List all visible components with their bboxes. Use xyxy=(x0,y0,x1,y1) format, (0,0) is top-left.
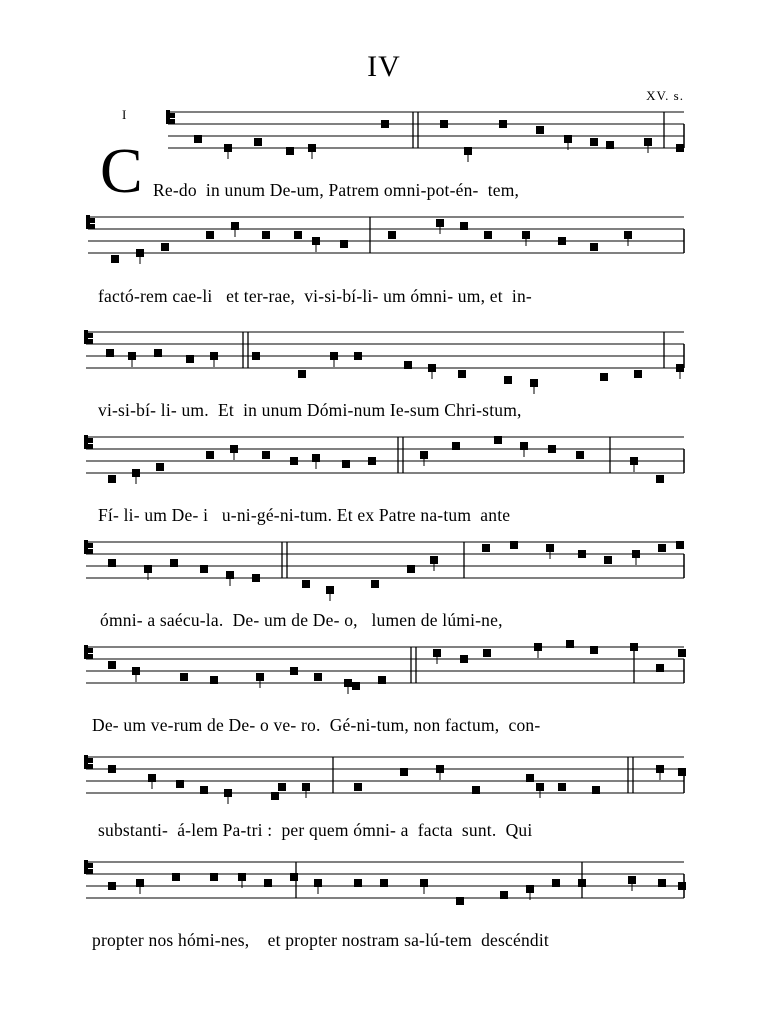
neume-note xyxy=(644,138,652,146)
c-clef-icon xyxy=(84,540,88,554)
neume-note xyxy=(286,147,294,155)
neume-note xyxy=(231,222,239,230)
neume-note xyxy=(404,361,412,369)
neume-note xyxy=(504,376,512,384)
neume-note xyxy=(546,544,554,552)
neume-note xyxy=(224,789,232,797)
neume-note xyxy=(628,876,636,884)
neume-note xyxy=(436,765,444,773)
neume-note xyxy=(344,679,352,687)
neume-note xyxy=(106,349,114,357)
neume-note xyxy=(526,885,534,893)
neume-note xyxy=(460,222,468,230)
neume-note xyxy=(186,355,194,363)
neume-note xyxy=(314,879,322,887)
neume-note xyxy=(256,673,264,681)
neume-note xyxy=(302,783,310,791)
neume-note xyxy=(656,475,664,483)
neume-note xyxy=(420,451,428,459)
neume-note xyxy=(510,541,518,549)
piece-title: IV xyxy=(367,50,401,83)
neume-note xyxy=(290,667,298,675)
neume-note xyxy=(312,237,320,245)
neume-note xyxy=(558,237,566,245)
neume-note xyxy=(536,783,544,791)
neume-note xyxy=(210,352,218,360)
neume-note xyxy=(656,664,664,672)
neume-note xyxy=(590,138,598,146)
staff-3 xyxy=(0,320,768,440)
neume-note xyxy=(161,243,169,251)
neume-note xyxy=(676,144,684,152)
clef-head xyxy=(90,218,95,223)
neume-note xyxy=(368,457,376,465)
neume-note xyxy=(371,580,379,588)
neume-note xyxy=(326,586,334,594)
neume-note xyxy=(172,873,180,881)
neume-note xyxy=(340,240,348,248)
clef-head xyxy=(170,113,175,118)
neume-note xyxy=(624,231,632,239)
neume-note xyxy=(354,352,362,360)
neume-note xyxy=(482,544,490,552)
lyric-line-8: propter nos hómi-nes, et propter nostram sa-lú-tem descéndit xyxy=(92,930,549,950)
neume-note xyxy=(440,120,448,128)
neume-note xyxy=(656,765,664,773)
neume-note xyxy=(578,550,586,558)
neume-note xyxy=(108,661,116,669)
clef-head xyxy=(170,119,175,124)
clef-head xyxy=(88,438,93,443)
neume-note xyxy=(210,873,218,881)
neume-note xyxy=(224,144,232,152)
neume-note xyxy=(676,541,684,549)
neume-note xyxy=(632,550,640,558)
neume-note xyxy=(452,442,460,450)
neume-note xyxy=(226,571,234,579)
initial-letter: C xyxy=(100,135,143,206)
c-clef-icon xyxy=(166,110,170,124)
clef-head xyxy=(88,863,93,868)
neume-note xyxy=(378,676,386,684)
neume-note xyxy=(294,231,302,239)
neume-note xyxy=(354,879,362,887)
neume-note xyxy=(658,544,666,552)
neume-note xyxy=(464,147,472,155)
neume-note xyxy=(206,231,214,239)
neume-note xyxy=(108,765,116,773)
c-clef-icon xyxy=(84,645,88,659)
neume-note xyxy=(252,574,260,582)
neume-note xyxy=(428,364,436,372)
neume-note xyxy=(238,873,246,881)
neume-note xyxy=(576,451,584,459)
neume-note xyxy=(290,457,298,465)
lyric-line-3: vi-si-bí- li- um. Et in unum Dómi-num Ie-sum Chri-stum, xyxy=(98,400,522,420)
mode-number: I xyxy=(122,107,127,122)
neume-note xyxy=(526,774,534,782)
neume-note xyxy=(420,879,428,887)
neume-note xyxy=(354,783,362,791)
neume-note xyxy=(458,370,466,378)
neume-note xyxy=(154,349,162,357)
neume-note xyxy=(342,460,350,468)
clef-head xyxy=(88,764,93,769)
neume-note xyxy=(132,469,140,477)
lyric-line-7: substanti- á-lem Pa-tri : per quem ómni- a facta sunt. Qui xyxy=(98,820,533,840)
neume-note xyxy=(552,879,560,887)
neume-note xyxy=(678,882,686,890)
neume-note xyxy=(381,120,389,128)
lyric-line-1: Re-do in unum De-um, Patrem omni-pot-én- tem, xyxy=(153,180,520,200)
neume-note xyxy=(658,879,666,887)
clef-head xyxy=(88,648,93,653)
neume-note xyxy=(499,120,507,128)
neume-note xyxy=(678,768,686,776)
neume-note xyxy=(604,556,612,564)
clef-head xyxy=(88,444,93,449)
neume-note xyxy=(302,580,310,588)
neume-note xyxy=(156,463,164,471)
neume-note xyxy=(380,879,388,887)
neume-note xyxy=(436,219,444,227)
neume-note xyxy=(298,370,306,378)
clef-head xyxy=(88,543,93,548)
lyric-line-2: factó-rem cae-li et ter-rae, vi-si-bí-li- um ómni- um, et in- xyxy=(98,286,532,306)
neume-note xyxy=(330,352,338,360)
neume-note xyxy=(264,879,272,887)
clef-head xyxy=(88,339,93,344)
neume-note xyxy=(262,231,270,239)
neume-note xyxy=(180,673,188,681)
neume-note xyxy=(252,352,260,360)
neume-note xyxy=(278,783,286,791)
neume-note xyxy=(312,454,320,462)
neume-note xyxy=(494,436,502,444)
neume-note xyxy=(430,556,438,564)
neume-note xyxy=(590,646,598,654)
staff-8 xyxy=(0,850,768,970)
clef-head xyxy=(88,758,93,763)
neume-note xyxy=(200,565,208,573)
c-clef-icon xyxy=(86,215,90,229)
neume-note xyxy=(558,783,566,791)
staff-7 xyxy=(0,745,768,865)
neume-note xyxy=(484,231,492,239)
neume-note xyxy=(210,676,218,684)
neume-note xyxy=(108,475,116,483)
lyric-line-4: Fí- li- um De- i u-ni-gé-ni-tum. Et ex Patre na-tum ante xyxy=(98,505,511,525)
neume-note xyxy=(170,559,178,567)
neume-note xyxy=(128,352,136,360)
neume-note xyxy=(634,370,642,378)
clef-head xyxy=(88,869,93,874)
neume-note xyxy=(111,255,119,263)
staff-2 xyxy=(0,205,768,325)
neume-note xyxy=(262,451,270,459)
neume-note xyxy=(148,774,156,782)
source-century: XV. s. xyxy=(646,88,684,103)
neume-note xyxy=(132,667,140,675)
clef-head xyxy=(88,654,93,659)
neume-note xyxy=(600,373,608,381)
neume-note xyxy=(592,786,600,794)
neume-note xyxy=(308,144,316,152)
neume-note xyxy=(460,655,468,663)
staff-6 xyxy=(0,635,768,755)
neume-note xyxy=(433,649,441,657)
c-clef-icon xyxy=(84,860,88,874)
neume-note xyxy=(206,451,214,459)
neume-note xyxy=(400,768,408,776)
c-clef-icon xyxy=(84,435,88,449)
neume-note xyxy=(630,457,638,465)
c-clef-icon xyxy=(84,755,88,769)
neume-note xyxy=(676,364,684,372)
neume-note xyxy=(606,141,614,149)
neume-note xyxy=(108,882,116,890)
neume-note xyxy=(630,643,638,651)
neume-note xyxy=(534,643,542,651)
neume-note xyxy=(290,873,298,881)
neume-note xyxy=(144,565,152,573)
neume-note xyxy=(136,879,144,887)
neume-note xyxy=(522,231,530,239)
neume-note xyxy=(314,673,322,681)
neume-note xyxy=(108,559,116,567)
neume-note xyxy=(254,138,262,146)
neume-note xyxy=(548,445,556,453)
neume-note xyxy=(566,640,574,648)
neume-note xyxy=(520,442,528,450)
neume-note xyxy=(578,879,586,887)
neume-note xyxy=(536,126,544,134)
lyric-line-6: De- um ve-rum de De- o ve- ro. Gé-ni-tum, non factum, con- xyxy=(92,715,541,735)
neume-note xyxy=(472,786,480,794)
clef-head xyxy=(88,333,93,338)
neume-note xyxy=(230,445,238,453)
neume-note xyxy=(456,897,464,905)
neume-note xyxy=(678,649,686,657)
neume-note xyxy=(483,649,491,657)
neume-note xyxy=(176,780,184,788)
neume-note xyxy=(407,565,415,573)
staff-5 xyxy=(0,530,768,650)
clef-head xyxy=(90,224,95,229)
neume-note xyxy=(590,243,598,251)
clef-head xyxy=(88,549,93,554)
neume-note xyxy=(194,135,202,143)
c-clef-icon xyxy=(84,330,88,344)
neume-note xyxy=(388,231,396,239)
staff-4 xyxy=(0,425,768,545)
neume-note xyxy=(530,379,538,387)
neume-note xyxy=(200,786,208,794)
staff-1 xyxy=(0,100,768,220)
neume-note xyxy=(136,249,144,257)
neume-note xyxy=(500,891,508,899)
lyric-line-5: ómni- a saécu-la. De- um de De- o, lumen de lúmi-ne, xyxy=(100,610,503,630)
neume-note xyxy=(564,135,572,143)
neume-note xyxy=(271,792,279,800)
neume-note xyxy=(352,682,360,690)
